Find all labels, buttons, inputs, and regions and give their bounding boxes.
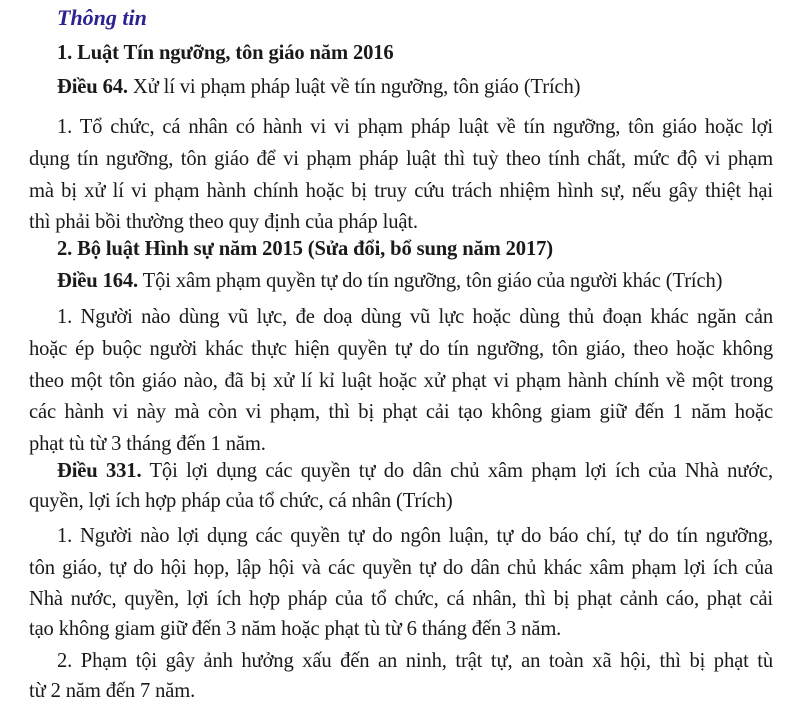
law2-heading: 2. Bộ luật Hình sự năm 2015 (Sửa đổi, bổ sung năm 2017) [57, 238, 553, 260]
article-64-title: Xử lí vi phạm pháp luật về tín ngưỡng, tôn giáo (Trích) [132, 76, 581, 98]
article-331-title-line: Tội lợi dụng các quyền tự do dân chủ xâm phạm lợi ích của Nhà nước, [149, 460, 773, 482]
article-331-heading [57, 456, 773, 486]
article-64-label: Điều 64. [57, 76, 128, 98]
article-164-title: Tội xâm phạm quyền tự do tín ngưỡng, tôn giáo của người khác (Trích) [142, 270, 723, 292]
section-title: Thông tin [57, 5, 147, 30]
article-164-clause1-line: hoặc ép buộc người khác thực hiện quyền tự do tín ngưỡng, tôn giáo, theo hoặc không [29, 338, 773, 360]
article-164-label: Điều 164. [57, 270, 139, 292]
article-331-title-line: quyền, lợi ích hợp pháp của tổ chức, cá nhân (Trích) [29, 490, 453, 512]
article-64-clause1-line: 1. Tổ chức, cá nhân có hành vi vi phạm pháp luật về tín ngưỡng, tôn giáo hoặc lợi [57, 116, 773, 138]
article-64-clause1-line: dụng tín ngưỡng, tôn giáo để vi phạm pháp luật thì tuỳ theo tính chất, mức độ vi phạm [29, 148, 773, 170]
article-164-clause1-line: phạt tù từ 3 tháng đến 1 năm. [29, 433, 266, 455]
article-331-clause1-line: tạo không giam giữ đến 3 năm hoặc phạt tù từ 6 tháng đến 3 năm. [29, 618, 562, 640]
law1-heading: 1. Luật Tín ngưỡng, tôn giáo năm 2016 [57, 42, 394, 64]
article-331-clause1-line: tôn giáo, tự do hội họp, lập hội và các quyền tự do dân chủ khác xâm phạm lợi ích của [29, 557, 773, 579]
article-331-clause2-line: từ 2 năm đến 7 năm. [29, 680, 196, 702]
article-164-clause1-line: các hành vi này mà còn vi phạm, thì bị phạt cải tạo không giam giữ đến 1 năm hoặc [29, 401, 773, 423]
article-64-clause1-line: mà bị xử lí vi phạm hành chính hoặc bị truy cứu trách nhiệm hình sự, nếu gây thiệt hại [29, 180, 773, 202]
article-331-label: Điều 331. [57, 460, 142, 482]
article-64-clause1-line: thì phải bồi thường theo quy định của pháp luật. [29, 211, 418, 233]
article-331-clause1-line: Nhà nước, quyền, lợi ích hợp pháp của tổ chức, cá nhân, thì bị phạt cảnh cáo, phạt cải [29, 588, 773, 610]
article-164-clause1-line: theo một tôn giáo nào, đã bị xử lí kỉ luật hoặc xử phạt vi phạm hành chính về một trong [29, 370, 773, 392]
article-331-clause1-line: 1. Người nào lợi dụng các quyền tự do ngôn luận, tự do báo chí, tự do tín ngưỡng, [57, 525, 773, 547]
article-64-heading [57, 72, 773, 102]
article-331-clause2-line: 2. Phạm tội gây ảnh hưởng xấu đến an ninh, trật tự, an toàn xã hội, thì bị phạt tù [57, 650, 773, 672]
article-164-clause1-line: 1. Người nào dùng vũ lực, đe doạ dùng vũ lực hoặc dùng thủ đoạn khác ngăn cản [57, 306, 773, 328]
article-164-heading [57, 266, 773, 296]
